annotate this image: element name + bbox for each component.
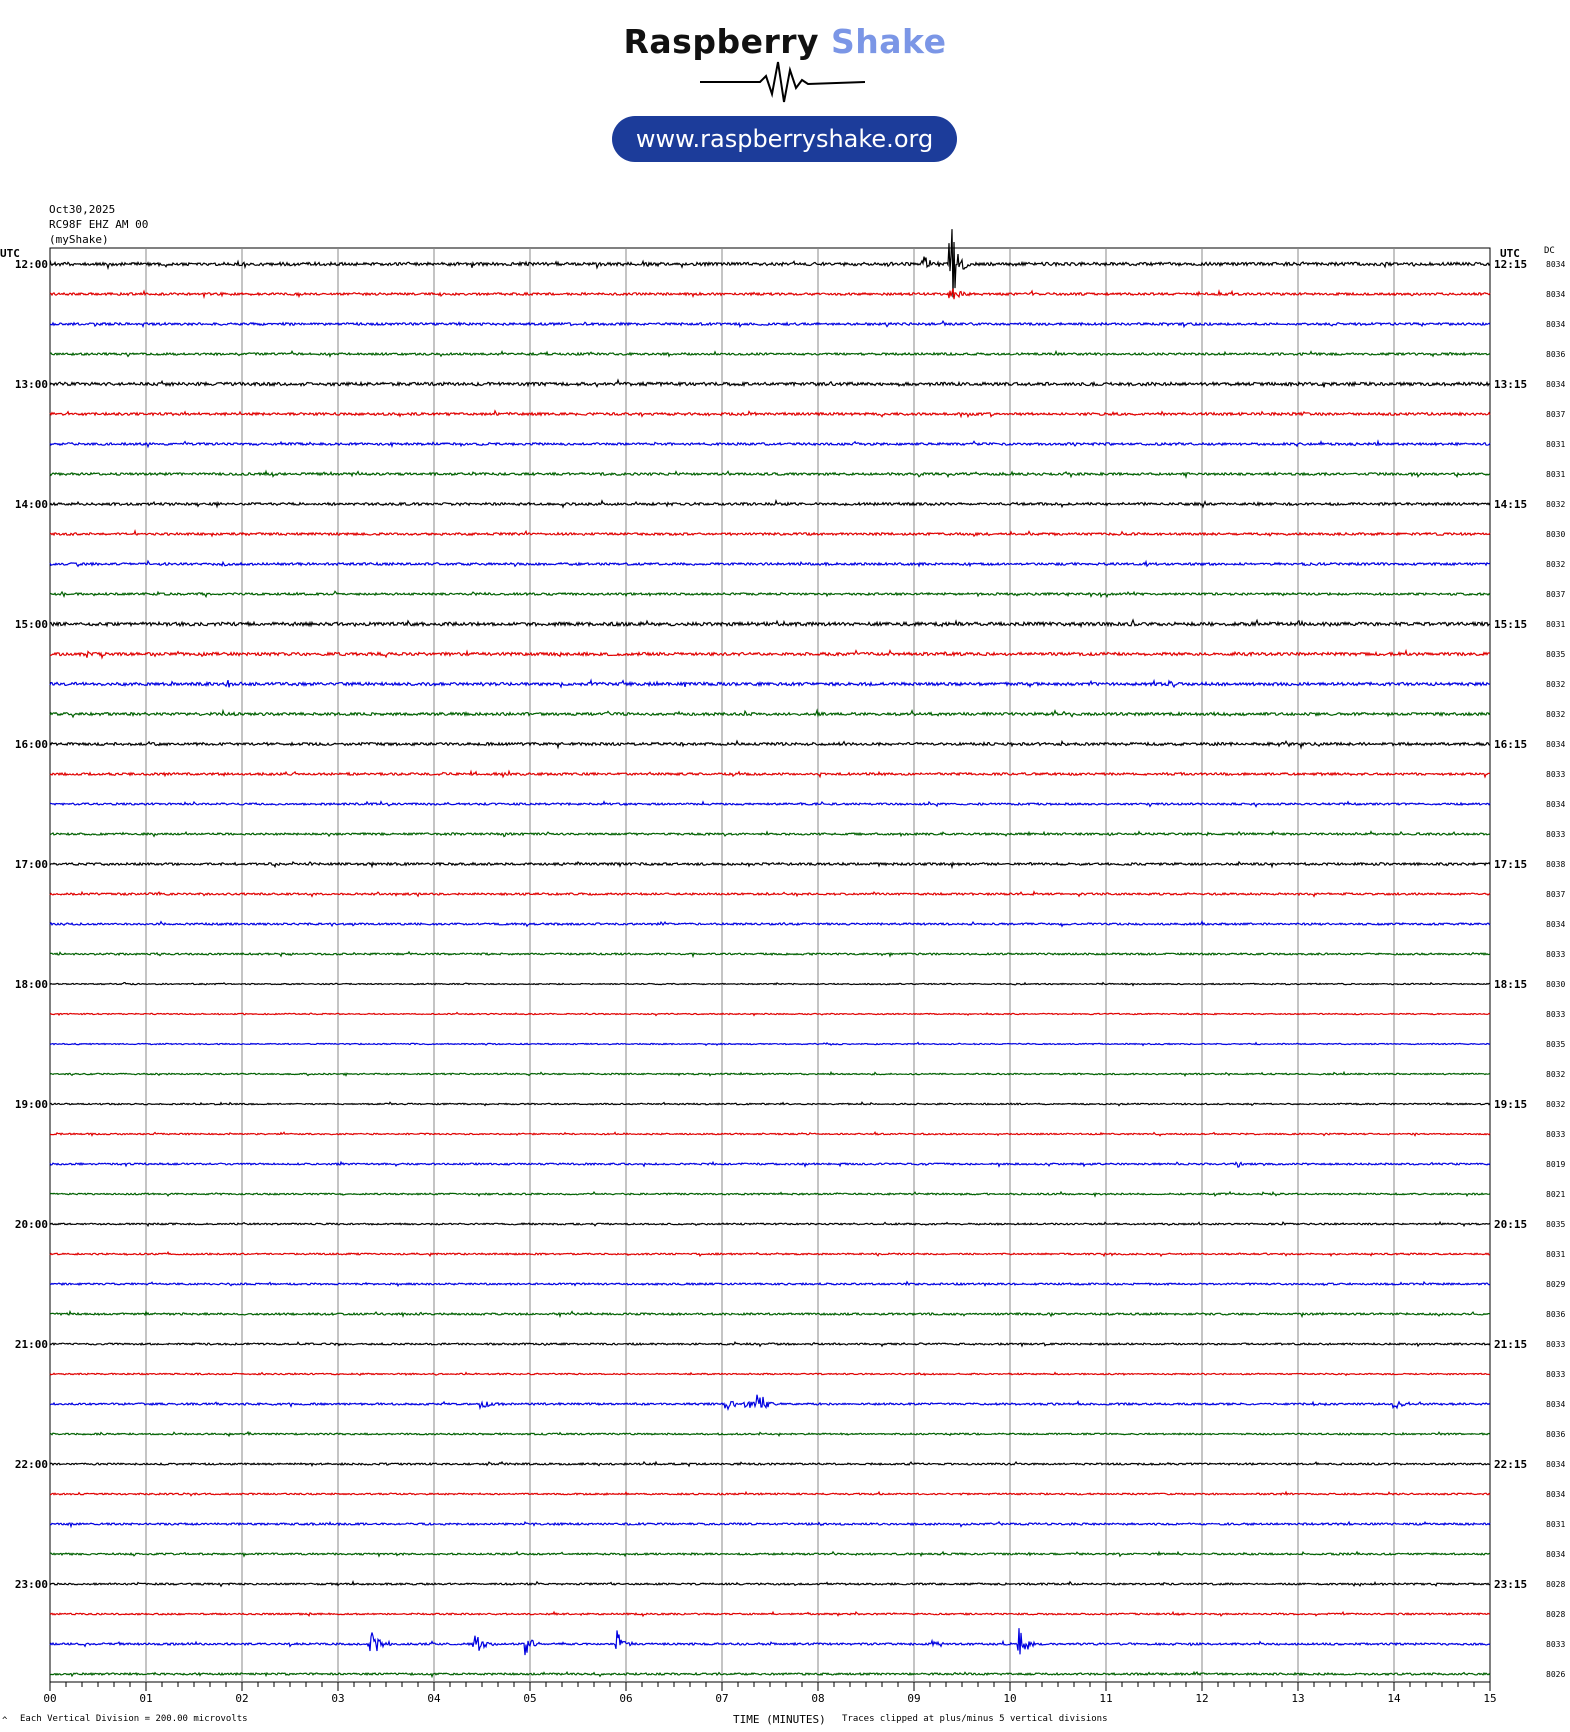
hour-label-right: 18:15 (1494, 978, 1528, 991)
dc-value-label: 8019 (1546, 1160, 1566, 1169)
dc-value-label: 8034 (1546, 920, 1566, 929)
hour-label-right: 19:15 (1494, 1098, 1528, 1111)
dc-value-label: 8031 (1546, 1250, 1566, 1259)
seismic-trace (50, 1162, 1490, 1167)
seismic-trace (50, 1552, 1490, 1556)
dc-value-label: 8031 (1546, 440, 1566, 449)
x-tick-label: 05 (523, 1692, 537, 1705)
hour-label-right: 20:15 (1494, 1218, 1528, 1231)
owner-label: (myShake) (49, 233, 109, 246)
dc-value-label: 8036 (1546, 1310, 1566, 1319)
x-tick-label: 04 (427, 1692, 441, 1705)
seismic-trace (50, 1462, 1490, 1466)
seismic-trace (50, 952, 1490, 956)
seismic-trace (50, 561, 1490, 566)
seismic-trace (50, 1612, 1490, 1616)
seismic-trace (50, 289, 1490, 300)
hour-label-right: 16:15 (1494, 738, 1528, 751)
brand-part-shake: Shake (831, 22, 947, 61)
dc-value-label: 8037 (1546, 590, 1566, 599)
hour-label-right: 23:15 (1494, 1578, 1528, 1591)
seismic-trace (50, 983, 1490, 986)
dc-value-label: 8036 (1546, 1430, 1566, 1439)
x-tick-label: 03 (331, 1692, 345, 1705)
hour-label-right: 21:15 (1494, 1338, 1528, 1351)
dc-value-label: 8034 (1546, 1550, 1566, 1559)
dc-value-label: 8033 (1546, 830, 1566, 839)
dc-value-label: 8031 (1546, 470, 1566, 479)
dc-value-label: 8031 (1546, 1520, 1566, 1529)
x-tick-label: 10 (1003, 1692, 1017, 1705)
x-tick-label: 11 (1099, 1692, 1113, 1705)
dc-value-label: 8037 (1546, 890, 1566, 899)
hour-label-left: 14:00 (14, 498, 48, 511)
dc-value-label: 8033 (1546, 1370, 1566, 1379)
hour-label-left: 12:00 (14, 258, 48, 271)
seismic-trace (50, 711, 1490, 717)
dc-value-label: 8033 (1546, 1010, 1566, 1019)
dc-header-label: DC (1544, 246, 1555, 256)
x-tick-label: 09 (907, 1692, 921, 1705)
seismic-trace (50, 321, 1490, 326)
seismic-trace (50, 892, 1490, 897)
seismic-trace (50, 1522, 1490, 1527)
seismic-trace (50, 1395, 1490, 1410)
x-tick-label: 06 (619, 1692, 633, 1705)
seismic-trace (50, 591, 1490, 596)
seismic-trace (50, 620, 1490, 626)
hour-label-left: 15:00 (14, 618, 48, 631)
dc-value-label: 8032 (1546, 1100, 1566, 1109)
dc-value-label: 8032 (1546, 1070, 1566, 1079)
seismic-trace (50, 1373, 1490, 1376)
dc-value-label: 8021 (1546, 1190, 1566, 1199)
seismic-trace (50, 1342, 1490, 1346)
seismic-trace (50, 862, 1490, 867)
dc-value-label: 8033 (1546, 950, 1566, 959)
dc-value-label: 8034 (1546, 1400, 1566, 1409)
plot-frame (50, 248, 1490, 1682)
seismic-trace (50, 1222, 1490, 1226)
dc-value-label: 8032 (1546, 680, 1566, 689)
hour-label-right: 13:15 (1494, 378, 1528, 391)
dc-value-label: 8029 (1546, 1280, 1566, 1289)
x-tick-label: 00 (43, 1692, 57, 1705)
dc-value-label: 8033 (1546, 770, 1566, 779)
corner-mark: ^ (2, 1716, 8, 1726)
seismic-trace (50, 229, 1490, 297)
x-tick-label: 13 (1291, 1692, 1305, 1705)
seismic-trace (50, 1492, 1490, 1496)
seismic-trace (50, 922, 1490, 927)
x-tick-label: 01 (139, 1692, 153, 1705)
hour-label-left: 18:00 (14, 978, 48, 991)
seismic-trace (50, 1252, 1490, 1256)
dc-value-label: 8037 (1546, 410, 1566, 419)
hour-label-left: 16:00 (14, 738, 48, 751)
hour-label-right: 12:15 (1494, 258, 1528, 271)
seismic-trace (50, 411, 1490, 417)
dc-value-label: 8034 (1546, 1460, 1566, 1469)
dc-value-label: 8032 (1546, 500, 1566, 509)
utc-left-label: UTC (0, 247, 20, 260)
dc-value-label: 8034 (1546, 260, 1566, 269)
x-tick-label: 15 (1483, 1692, 1497, 1705)
dc-value-label: 8035 (1546, 1040, 1566, 1049)
scale-note: Each Vertical Division = 200.00 microvolts (20, 1714, 248, 1724)
hour-label-left: 17:00 (14, 858, 48, 871)
seismic-trace (50, 1192, 1490, 1196)
dc-value-label: 8034 (1546, 1490, 1566, 1499)
seismic-trace (50, 380, 1490, 387)
seismic-trace (50, 531, 1490, 536)
x-tick-label: 02 (235, 1692, 249, 1705)
hour-label-left: 23:00 (14, 1578, 48, 1591)
hour-label-left: 20:00 (14, 1218, 48, 1231)
seismic-trace (50, 351, 1490, 356)
seismic-trace (50, 1432, 1490, 1436)
x-axis-label: TIME (MINUTES) (733, 1713, 826, 1726)
seismic-trace (50, 802, 1490, 807)
station-label: RC98F EHZ AM 00 (49, 218, 149, 231)
seismic-trace (50, 651, 1490, 658)
seismic-trace (50, 771, 1490, 777)
hour-label-left: 19:00 (14, 1098, 48, 1111)
hour-label-right: 14:15 (1494, 498, 1528, 511)
seismic-trace (50, 471, 1490, 476)
dc-value-label: 8035 (1546, 1220, 1566, 1229)
seismic-trace (50, 501, 1490, 507)
date-label: Oct30,2025 (49, 203, 116, 216)
seismic-trace (50, 1043, 1490, 1046)
dc-value-label: 8033 (1546, 1340, 1566, 1349)
seismic-trace (50, 1312, 1490, 1317)
x-tick-label: 08 (811, 1692, 825, 1705)
seismic-trace (50, 441, 1490, 446)
hour-label-right: 17:15 (1494, 858, 1528, 871)
dc-value-label: 8033 (1546, 1130, 1566, 1139)
dc-value-label: 8030 (1546, 530, 1566, 539)
hour-label-right: 15:15 (1494, 618, 1528, 631)
seismic-trace (50, 680, 1490, 687)
x-tick-label: 14 (1387, 1692, 1401, 1705)
hour-label-left: 21:00 (14, 1338, 48, 1351)
seismic-trace (50, 1628, 1490, 1655)
hour-label-left: 13:00 (14, 378, 48, 391)
dc-value-label: 8034 (1546, 290, 1566, 299)
seismic-trace (50, 1672, 1490, 1676)
hour-label-left: 22:00 (14, 1458, 48, 1471)
utc-right-label: UTC (1500, 247, 1520, 260)
dc-value-label: 8034 (1546, 380, 1566, 389)
seismic-trace (50, 1582, 1490, 1586)
seismic-trace (50, 1102, 1490, 1105)
dc-value-label: 8034 (1546, 740, 1566, 749)
hour-label-right: 22:15 (1494, 1458, 1528, 1471)
x-tick-label: 12 (1195, 1692, 1209, 1705)
dc-value-label: 8036 (1546, 350, 1566, 359)
x-tick-label: 07 (715, 1692, 729, 1705)
dc-value-label: 8028 (1546, 1610, 1566, 1619)
dc-value-label: 8032 (1546, 710, 1566, 719)
seismic-trace (50, 741, 1490, 747)
dc-value-label: 8034 (1546, 800, 1566, 809)
seismic-trace (50, 1282, 1490, 1286)
website-link[interactable]: www.raspberryshake.org (612, 116, 957, 162)
dc-value-label: 8030 (1546, 980, 1566, 989)
dc-value-label: 8038 (1546, 860, 1566, 869)
brand-part-raspberry: Raspberry (623, 22, 820, 61)
clip-note: Traces clipped at plus/minus 5 vertical divisions (842, 1714, 1108, 1724)
dc-value-label: 8034 (1546, 320, 1566, 329)
seismic-trace (50, 1013, 1490, 1016)
dc-value-label: 8035 (1546, 650, 1566, 659)
dc-value-label: 8032 (1546, 560, 1566, 569)
dc-value-label: 8026 (1546, 1670, 1566, 1679)
seismic-trace (50, 832, 1490, 837)
dc-value-label: 8031 (1546, 620, 1566, 629)
seismic-trace (50, 1072, 1490, 1075)
dc-value-label: 8033 (1546, 1640, 1566, 1649)
seismic-trace (50, 1132, 1490, 1135)
dc-value-label: 8028 (1546, 1580, 1566, 1589)
